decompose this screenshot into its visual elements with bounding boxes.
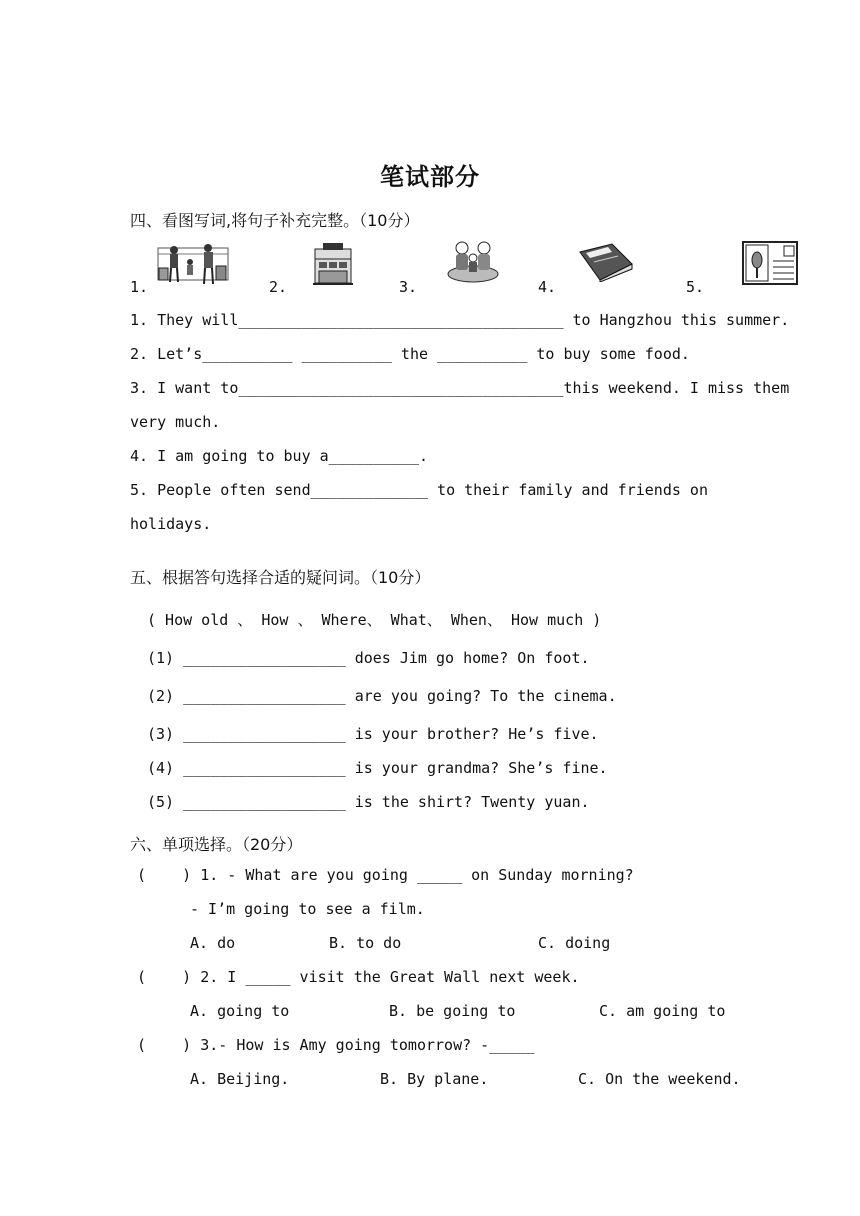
s6-q3-option-c: C. On the weekend. bbox=[578, 1070, 741, 1088]
s5-item-1: (1) __________________ does Jim go home? On foot. bbox=[147, 649, 590, 667]
grandparents-icon bbox=[446, 238, 500, 284]
supermarket-icon bbox=[311, 241, 355, 287]
s6-q1-response: - I’m going to see a film. bbox=[190, 900, 425, 918]
s4-sentence-2: 2. Let’s__________ __________ the __________ to buy some food. bbox=[130, 345, 690, 363]
s6-q2-option-b: B. be going to bbox=[389, 1002, 516, 1020]
s6-q1-option-a: A. do bbox=[190, 934, 236, 952]
s4-sentence-3: 3. I want to____________________________________this weekend. I miss them bbox=[130, 379, 790, 397]
section5-heading: 五、根据答句选择合适的疑问词。（10分） bbox=[130, 568, 431, 587]
s4-sentence-4: 4. I am going to buy a__________. bbox=[130, 447, 429, 465]
page-title: 笔试部分 bbox=[380, 163, 480, 191]
s6-q1-option-c: C. doing bbox=[538, 934, 611, 952]
family-travel-icon bbox=[156, 240, 230, 288]
s6-q3-stem: ( ) 3.- How is Amy going tomorrow? -_____ bbox=[137, 1036, 535, 1054]
s5-item-2: (2) __________________ are you going? To the cinema. bbox=[147, 687, 617, 705]
s5-item-3: (3) __________________ is your brother? He’s five. bbox=[147, 725, 599, 743]
s4-sentence-1: 1. They will____________________________________ to Hangzhou this summer. bbox=[130, 311, 790, 329]
s6-q1-option-b: B. to do bbox=[329, 934, 402, 952]
picture-label-1: 1. bbox=[130, 278, 149, 296]
s6-q3-option-a: A. Beijing. bbox=[190, 1070, 290, 1088]
s6-q2-option-a: A. going to bbox=[190, 1002, 290, 1020]
s6-q2-stem: ( ) 2. I _____ visit the Great Wall next week. bbox=[137, 968, 580, 986]
s6-q3-option-b: B. By plane. bbox=[380, 1070, 489, 1088]
section4-heading: 四、看图写词,将句子补充完整。（10分） bbox=[130, 211, 420, 230]
s6-q2-option-c: C. am going to bbox=[599, 1002, 726, 1020]
s4-sentence-3-cont: very much. bbox=[130, 413, 221, 431]
s5-word-options: ( How old 、 How 、 Where、 What、 When、 How much ) bbox=[147, 611, 602, 629]
s5-item-5: (5) __________________ is the shirt? Twenty yuan. bbox=[147, 793, 590, 811]
picture-label-2: 2. bbox=[269, 278, 288, 296]
postcard-icon bbox=[742, 241, 798, 285]
picture-label-3: 3. bbox=[399, 278, 418, 296]
s5-item-4: (4) __________________ is your grandma? She’s fine. bbox=[147, 759, 608, 777]
s4-sentence-5: 5. People often send_____________ to their family and friends on bbox=[130, 481, 708, 499]
section6-heading: 六、单项选择。（20分） bbox=[130, 835, 303, 854]
dictionary-book-icon bbox=[578, 242, 634, 282]
picture-label-5: 5. bbox=[686, 278, 705, 296]
s6-q1-stem: ( ) 1. - What are you going _____ on Sunday morning? bbox=[137, 866, 634, 884]
picture-label-4: 4. bbox=[538, 278, 557, 296]
s4-sentence-5-cont: holidays. bbox=[130, 515, 212, 533]
